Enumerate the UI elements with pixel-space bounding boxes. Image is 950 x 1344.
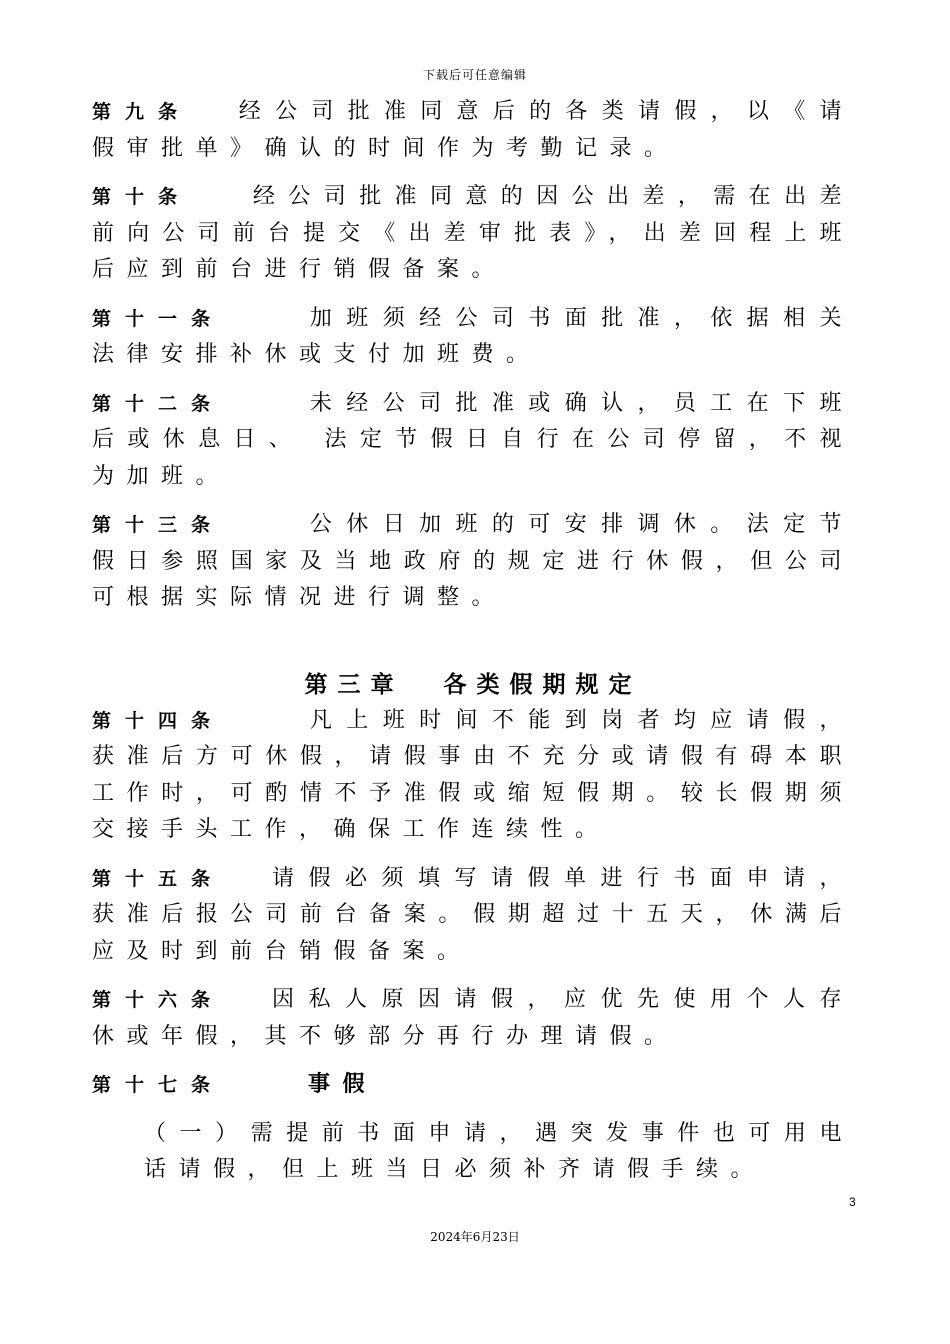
article-9 (92, 94, 854, 167)
article-label: 第十二条 (92, 392, 225, 415)
article-label: 第十四条 (92, 709, 225, 732)
article-label: 第九条 (92, 101, 192, 123)
article-text: 公休日加班的可安排调休。法定节假日参照国家及当地政府的规定进行休假，但公司可根据实际情况进行调整。 (92, 512, 854, 610)
article-text: 请假必须填写请假单进行书面申请，获准后报公司前台备案。假期超过十五天，休满后应及时到前台销假备案。 (92, 865, 854, 964)
document-body (92, 94, 854, 1201)
article-17 (92, 1067, 854, 1104)
article-title: 事假 (308, 1072, 378, 1097)
article-label: 第十条 (92, 186, 192, 208)
article-label: 第十三条 (92, 514, 225, 536)
chapter-title: 各类假期规定 (443, 671, 642, 698)
article-12 (92, 386, 854, 496)
article-text: 经公司批准同意的因公出差，需在出差前向公司前台提交《出差审批表》，出差回程上班后应到前台进行销假备案。 (92, 184, 854, 282)
article-13 (92, 507, 854, 617)
article-10 (92, 179, 854, 289)
page-header: 下载后可任意编辑 (422, 68, 527, 82)
footer-date: 2024年6月23日 (430, 1230, 520, 1244)
article-text: 凡上班时间不能到岗者均应请假，获准后方可休假，请假事由不充分或请假有碍本职工作时，可酌情不予准假或缩短假期。较长假期须交接手头工作，确保工作连续性。 (92, 707, 854, 842)
article-text: 未经公司批准或确认，员工在下班后或休息日、 法定节假日自行在公司停留，不视为加班。 (92, 390, 854, 489)
clause-1 (92, 1116, 854, 1189)
article-text: 加班须经公司书面批准，依据相关法律安排补休或支付加班费。 (92, 305, 854, 367)
page-number: 3 (849, 1195, 856, 1209)
article-11 (92, 301, 854, 374)
article-text: 经公司批准同意后的各类请假，以《请假审批单》确认的时间作为考勤记录。 (92, 99, 854, 161)
article-label: 第十五条 (92, 867, 225, 890)
article-label: 第十一条 (92, 307, 225, 330)
article-14 (92, 703, 854, 849)
chapter-heading (92, 667, 854, 703)
article-label: 第十六条 (92, 989, 225, 1011)
article-15 (92, 861, 854, 971)
article-label: 第十七条 (92, 1074, 225, 1096)
article-text: 因私人原因请假，应优先使用个人存休或年假，其不够部分再行办理请假。 (92, 987, 854, 1049)
clause-text: （一）需提前书面申请，遇突发事件也可用电话请假，但上班当日必须补齐请假手续。 (144, 1120, 854, 1182)
chapter-number: 第三章 (304, 671, 404, 698)
article-16 (92, 982, 854, 1055)
